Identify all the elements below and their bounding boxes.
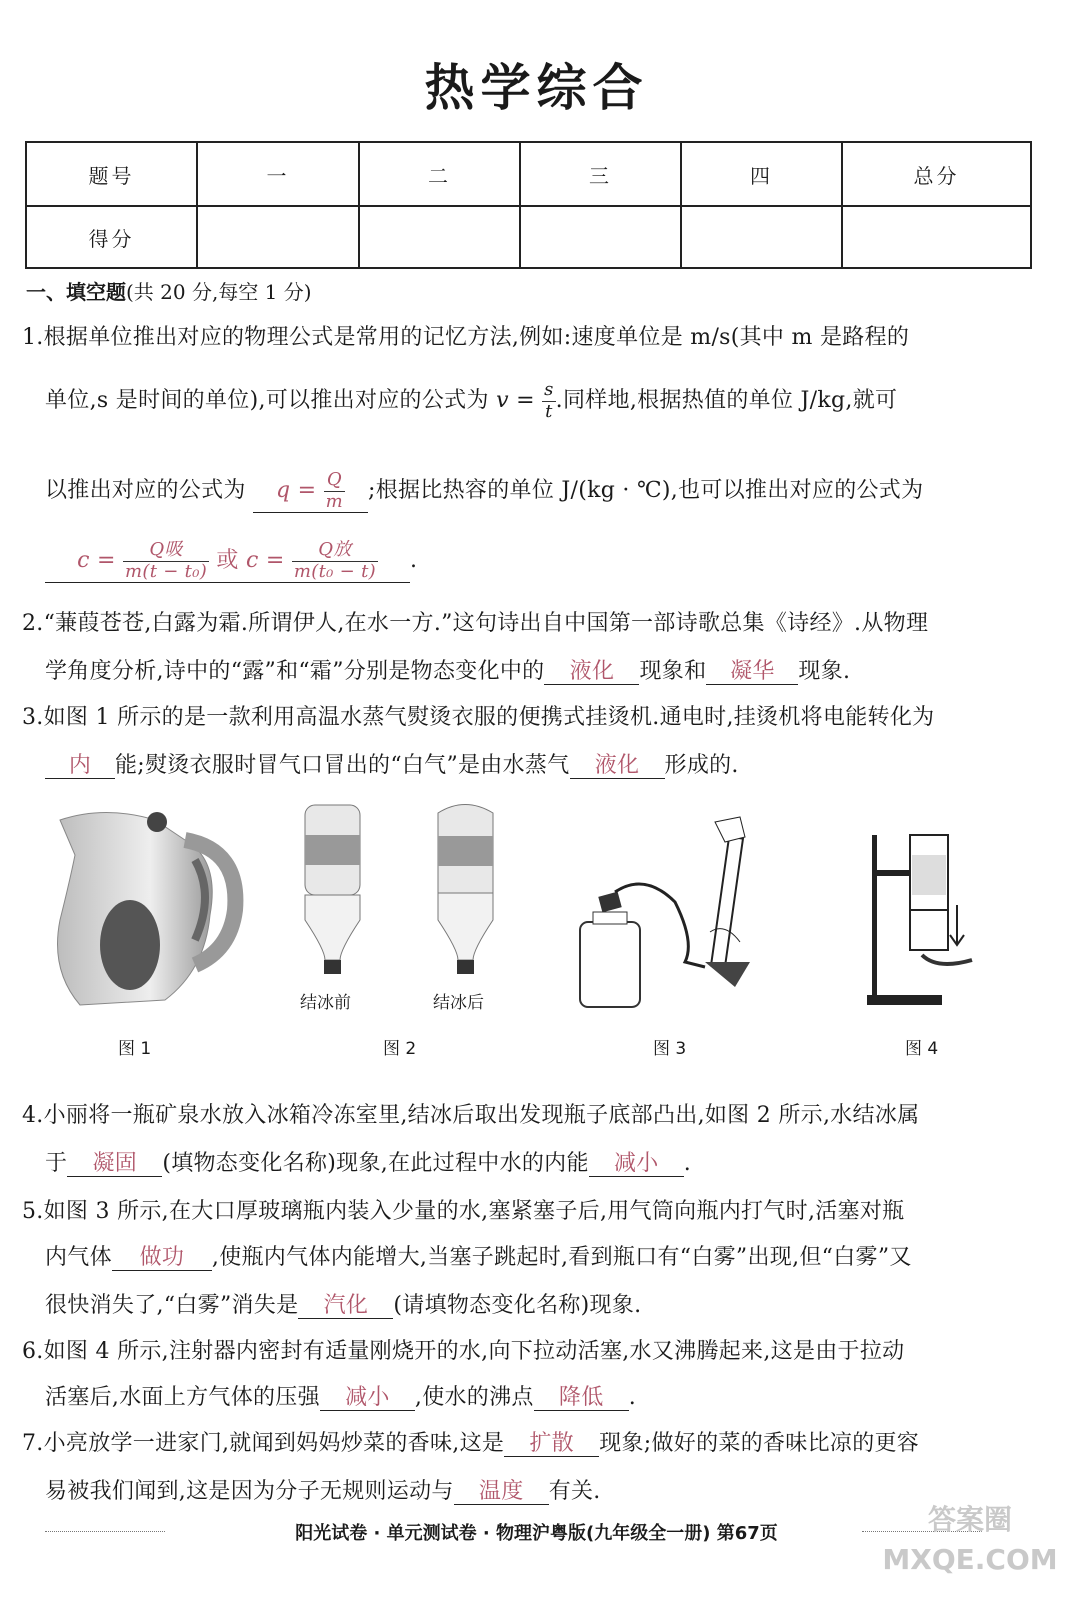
answer-blank[interactable]: 凝华 (706, 660, 798, 685)
table-cell: 四 (681, 142, 842, 206)
watermark-logo: 答案圈 MXQE.COM (882, 1503, 1058, 1576)
answer-or: 或 (216, 548, 239, 574)
text: .同样地,根据热值的单位 J/kg,就可 (555, 388, 898, 414)
q7-line-2 (45, 1474, 601, 1505)
section-heading (26, 276, 312, 305)
answer-blank[interactable]: 凝固 (67, 1152, 162, 1177)
text: 有关. (548, 1479, 601, 1504)
text: 7.小亮放学一进家门,就闻到妈妈炒菜的香味,这是 (22, 1431, 505, 1456)
frac-den: m (325, 490, 344, 512)
figure-caption: 图 1 (118, 1039, 152, 1059)
text: 易被我们闻到,这是因为分子无规则运动与 (45, 1479, 454, 1504)
text: 现象;做好的菜的香味比凉的更容 (599, 1431, 920, 1456)
text: . (410, 548, 418, 574)
section-title: 一、填空题 (26, 280, 126, 304)
frac-den: m(t − t₀) (125, 560, 208, 582)
score-cell (359, 206, 520, 268)
score-cell (681, 206, 842, 268)
answer-blank[interactable]: 减小 (320, 1386, 415, 1411)
answer-blank[interactable]: 做功 (112, 1246, 212, 1271)
garment-steamer-figure (45, 800, 250, 1015)
answer-lhs: c = (245, 548, 285, 574)
q5-line-2 (45, 1240, 912, 1271)
answer-blank[interactable]: 液化 (544, 660, 639, 685)
q1-line-1: 1.根据单位推出对应的物理公式是常用的记忆方法,例如:速度单位是 m/s(其中 m 是路程的 (22, 325, 910, 350)
fraction (123, 540, 209, 582)
pump-bottle-figure (575, 812, 775, 1012)
text: 单位,s 是时间的单位),可以推出对应的公式为 (45, 388, 489, 414)
fraction (292, 540, 378, 582)
text: 形成的. (664, 753, 739, 778)
text: ;根据比热容的单位 J/(kg · ℃),也可以推出对应的公式为 (368, 478, 924, 504)
figure-caption: 结冰前 (300, 993, 351, 1013)
frac-num: s (544, 379, 554, 400)
text: 以推出对应的公式为 (45, 478, 246, 504)
q1-line-2 (45, 380, 897, 422)
page-footer: 阳光试卷 · 单元测试卷 · 物理沪粤版(九年级全一册) 第67页 (295, 1523, 778, 1544)
answer-blank[interactable]: 汽化 (298, 1294, 393, 1319)
answer-blank[interactable]: 温度 (454, 1480, 549, 1505)
table-cell: 总分 (842, 142, 1031, 206)
syringe-stand-figure (862, 830, 982, 1010)
text: (填物态变化名称)现象,在此过程中水的内能 (162, 1151, 589, 1176)
frac-num: Q吸 (123, 540, 209, 562)
frac-num: Q放 (292, 540, 378, 562)
q4-line-1: 4.小丽将一瓶矿泉水放入冰箱冷冻室里,结冰后取出发现瓶子底部凸出,如图 2 所示,水结冰属 (22, 1103, 920, 1128)
score-cell (197, 206, 359, 268)
frac-num: Q (324, 470, 345, 492)
answer-lhs: c = (77, 548, 116, 574)
bottle-before-freezing (300, 800, 365, 978)
figure-caption: 图 2 (383, 1039, 417, 1059)
q6-line-2 (45, 1380, 636, 1411)
table-cell: 得分 (26, 206, 197, 268)
text: 很快消失了,“白雾”消失是 (45, 1293, 299, 1318)
figure-caption: 结冰后 (433, 993, 484, 1013)
answer-blank[interactable]: 液化 (570, 754, 665, 779)
q4-line-2 (45, 1146, 691, 1177)
frac-den: t (545, 400, 553, 422)
table-cell: 一 (197, 142, 359, 206)
score-table (25, 141, 1032, 269)
answer-blank[interactable] (253, 470, 368, 513)
text: . (683, 1151, 692, 1176)
text: 学角度分析,诗中的“露”和“霜”分别是物态变化中的 (45, 659, 545, 684)
text: (请填物态变化名称)现象. (393, 1293, 642, 1318)
table-cell: 三 (520, 142, 681, 206)
answer-blank[interactable] (45, 540, 410, 583)
q2-line-2 (45, 654, 850, 685)
figure-caption: 图 4 (905, 1039, 939, 1059)
text: 现象. (798, 659, 851, 684)
answer-blank[interactable]: 降低 (534, 1386, 629, 1411)
page-title: 热学综合 (424, 59, 649, 117)
score-cell (842, 206, 1031, 268)
table-row (26, 142, 1031, 206)
answer-lhs: q = (275, 478, 317, 504)
q6-line-1: 6.如图 4 所示,注射器内密封有适量刚烧开的水,向下拉动活塞,水又沸腾起来,这是由于拉动 (22, 1339, 905, 1364)
table-cell: 题号 (26, 142, 197, 206)
text: 现象和 (639, 659, 707, 684)
answer-blank[interactable]: 扩散 (504, 1432, 599, 1457)
formula-lhs: v = (496, 388, 535, 414)
text: . (628, 1385, 636, 1410)
table-cell: 二 (359, 142, 520, 206)
answer-blank[interactable]: 减小 (589, 1152, 684, 1177)
text: ,使水的沸点 (414, 1385, 534, 1410)
text: 于 (45, 1151, 68, 1176)
q5-line-3 (45, 1288, 641, 1319)
q3-line-1: 3.如图 1 所示的是一款利用高温水蒸气熨烫衣服的便携式挂烫机.通电时,挂烫机将电能转化为 (22, 705, 935, 730)
q2-line-1: 2.“蒹葭苍苍,白露为霜.所谓伊人,在水一方.”这句诗出自中国第一部诗歌总集《诗经》.从物理 (22, 611, 929, 636)
figure-caption: 图 3 (653, 1039, 687, 1059)
q1-line-3 (45, 470, 923, 513)
q1-line-4 (45, 540, 417, 583)
frac-den: m(t₀ − t) (293, 560, 376, 582)
fraction (324, 470, 345, 512)
q3-line-2 (45, 748, 739, 779)
fraction (542, 380, 556, 422)
q7-line-1 (22, 1426, 919, 1457)
section-note: (共 20 分,每空 1 分) (126, 280, 312, 304)
table-row (26, 206, 1031, 268)
text: ,使瓶内气体内能增大,当塞子跳起时,看到瓶口有“白雾”出现,但“白雾”又 (211, 1245, 912, 1270)
q5-line-1: 5.如图 3 所示,在大口厚玻璃瓶内装入少量的水,塞紧塞子后,用气筒向瓶内打气时,活塞对瓶 (22, 1199, 905, 1224)
text: 活塞后,水面上方气体的压强 (45, 1385, 320, 1410)
answer-blank[interactable]: 内 (45, 754, 115, 779)
bottle-after-freezing (433, 798, 498, 980)
text: 内气体 (45, 1245, 112, 1270)
text: 能;熨烫衣服时冒气口冒出的“白气”是由水蒸气 (115, 753, 570, 778)
score-cell (520, 206, 681, 268)
